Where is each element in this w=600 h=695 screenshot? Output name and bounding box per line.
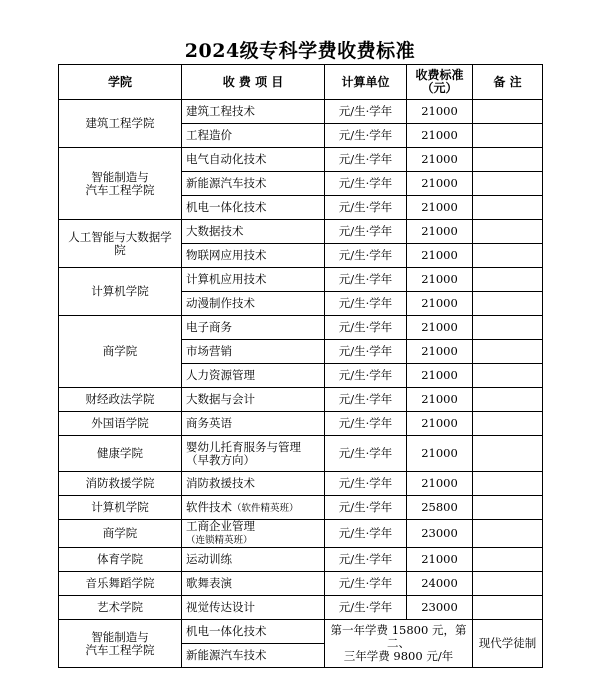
- table-row: [59, 148, 543, 172]
- unit-cell: 元/生·学年: [325, 244, 407, 268]
- major-cell: 消防救援技术: [182, 472, 325, 496]
- fee-cell: 21000: [407, 472, 473, 496]
- table-row: [59, 100, 543, 124]
- unit-cell: 元/生·学年: [325, 268, 407, 292]
- fee-cell: 21000: [407, 100, 473, 124]
- major-cell: 机电一体化技术: [182, 196, 325, 220]
- note-cell: [473, 496, 543, 520]
- note-cell: [473, 148, 543, 172]
- major-note: （软件精英班）: [232, 502, 299, 514]
- major-cell: 婴幼儿托育服务与管理（早教方向）: [182, 436, 325, 472]
- fee-cell: 25800: [407, 496, 473, 520]
- college-cell: 智能制造与 汽车工程学院: [59, 148, 182, 220]
- fee-cell: 21000: [407, 292, 473, 316]
- fee-cell: 21000: [407, 388, 473, 412]
- table-header-row: [59, 65, 543, 100]
- fee-cell: 21000: [407, 316, 473, 340]
- note-cell: [473, 340, 543, 364]
- table-row: [59, 316, 543, 340]
- header-major: 收 费 项 目: [182, 65, 325, 100]
- note-cell: [473, 124, 543, 148]
- unit-cell: 元/生·学年: [325, 316, 407, 340]
- apprenticeship-fee-cell: 第一年学费 15800 元，第二、 三年学费 9800 元/年: [325, 620, 473, 668]
- fee-cell: 21000: [407, 244, 473, 268]
- unit-cell: 元/生·学年: [325, 472, 407, 496]
- fee-cell: 21000: [407, 412, 473, 436]
- fee-cell: 23000: [407, 520, 473, 548]
- unit-cell: 元/生·学年: [325, 548, 407, 572]
- unit-cell: 元/生·学年: [325, 364, 407, 388]
- fee-cell: 24000: [407, 572, 473, 596]
- major-cell: 机电一体化技术: [182, 620, 325, 644]
- note-cell: [473, 388, 543, 412]
- header-unit: 计算单位: [325, 65, 407, 100]
- note-cell: [473, 596, 543, 620]
- unit-cell: 元/生·学年: [325, 340, 407, 364]
- college-cell: 计算机学院: [59, 268, 182, 316]
- major-note: （连锁精英班）: [186, 535, 253, 546]
- major-cell: 电气自动化技术: [182, 148, 325, 172]
- college-cell: 艺术学院: [59, 596, 182, 620]
- table-row: [59, 620, 543, 644]
- table-row: [59, 596, 543, 620]
- table-row: [59, 496, 543, 520]
- note-cell: [473, 548, 543, 572]
- major-cell: 大数据与会计: [182, 388, 325, 412]
- note-cell: [473, 100, 543, 124]
- table-row: [59, 220, 543, 244]
- unit-cell: 元/生·学年: [325, 596, 407, 620]
- major-cell: 歌舞表演: [182, 572, 325, 596]
- unit-cell: 元/生·学年: [325, 436, 407, 472]
- fee-cell: 21000: [407, 148, 473, 172]
- major-cell: 新能源汽车技术: [182, 172, 325, 196]
- college-cell: 建筑工程学院: [59, 100, 182, 148]
- table-row: [59, 388, 543, 412]
- note-cell: [473, 436, 543, 472]
- unit-cell: 元/生·学年: [325, 148, 407, 172]
- fee-cell: 21000: [407, 172, 473, 196]
- major-cell: 计算机应用技术: [182, 268, 325, 292]
- fee-cell: 21000: [407, 220, 473, 244]
- unit-cell: 元/生·学年: [325, 172, 407, 196]
- major-cell: 人力资源管理: [182, 364, 325, 388]
- unit-cell: 元/生·学年: [325, 292, 407, 316]
- college-cell: 计算机学院: [59, 496, 182, 520]
- college-cell: 音乐舞蹈学院: [59, 572, 182, 596]
- major-cell: 动漫制作技术: [182, 292, 325, 316]
- college-cell: 商学院: [59, 520, 182, 548]
- college-cell: 消防救援学院: [59, 472, 182, 496]
- fee-cell: 23000: [407, 596, 473, 620]
- major-cell: 软件技术（软件精英班）: [182, 496, 325, 520]
- table-row: [59, 436, 543, 472]
- major-cell: 建筑工程技术: [182, 100, 325, 124]
- major-cell: 大数据技术: [182, 220, 325, 244]
- note-cell: [473, 364, 543, 388]
- fee-cell: 21000: [407, 548, 473, 572]
- college-cell: 人工智能与大数据学院: [59, 220, 182, 268]
- college-cell: 体育学院: [59, 548, 182, 572]
- note-cell: [473, 316, 543, 340]
- unit-cell: 元/生·学年: [325, 124, 407, 148]
- unit-cell: 元/生·学年: [325, 496, 407, 520]
- note-cell: [473, 292, 543, 316]
- major-cell: 工程造价: [182, 124, 325, 148]
- unit-cell: 元/生·学年: [325, 220, 407, 244]
- major-cell: 新能源汽车技术: [182, 644, 325, 668]
- fee-table: [58, 64, 543, 668]
- major-cell: 视觉传达设计: [182, 596, 325, 620]
- note-cell: [473, 412, 543, 436]
- table-row: [59, 520, 543, 548]
- note-cell: [473, 572, 543, 596]
- table-row: [59, 472, 543, 496]
- note-cell: [473, 244, 543, 268]
- table-row: [59, 268, 543, 292]
- major-cell: 电子商务: [182, 316, 325, 340]
- college-cell: 商学院: [59, 316, 182, 388]
- fee-cell: 21000: [407, 340, 473, 364]
- table-row: [59, 548, 543, 572]
- fee-cell: 21000: [407, 196, 473, 220]
- note-cell: [473, 472, 543, 496]
- major-cell: 工商企业管理（连锁精英班）: [182, 520, 325, 548]
- header-fee: 收费标准 （元）: [407, 65, 473, 100]
- fee-cell: 21000: [407, 268, 473, 292]
- major-cell: 商务英语: [182, 412, 325, 436]
- fee-cell: 21000: [407, 364, 473, 388]
- table-row: [59, 572, 543, 596]
- note-cell: [473, 196, 543, 220]
- unit-cell: 元/生·学年: [325, 412, 407, 436]
- unit-cell: 元/生·学年: [325, 572, 407, 596]
- major-cell: 运动训练: [182, 548, 325, 572]
- major-cell: 市场营销: [182, 340, 325, 364]
- unit-cell: 元/生·学年: [325, 520, 407, 548]
- table-row: [59, 412, 543, 436]
- fee-cell: 21000: [407, 436, 473, 472]
- page-title: 2024级专科学费收费标准: [184, 40, 416, 62]
- note-cell: [473, 520, 543, 548]
- unit-cell: 元/生·学年: [325, 196, 407, 220]
- unit-cell: 元/生·学年: [325, 100, 407, 124]
- header-note: 备 注: [473, 65, 543, 100]
- note-cell: 现代学徒制: [473, 620, 543, 668]
- note-cell: [473, 268, 543, 292]
- college-cell: 智能制造与 汽车工程学院: [59, 620, 182, 668]
- note-cell: [473, 172, 543, 196]
- header-college: 学院: [59, 65, 182, 100]
- fee-cell: 21000: [407, 124, 473, 148]
- major-cell: 物联网应用技术: [182, 244, 325, 268]
- note-cell: [473, 220, 543, 244]
- college-cell: 财经政法学院: [59, 388, 182, 412]
- unit-cell: 元/生·学年: [325, 388, 407, 412]
- college-cell: 外国语学院: [59, 412, 182, 436]
- college-cell: 健康学院: [59, 436, 182, 472]
